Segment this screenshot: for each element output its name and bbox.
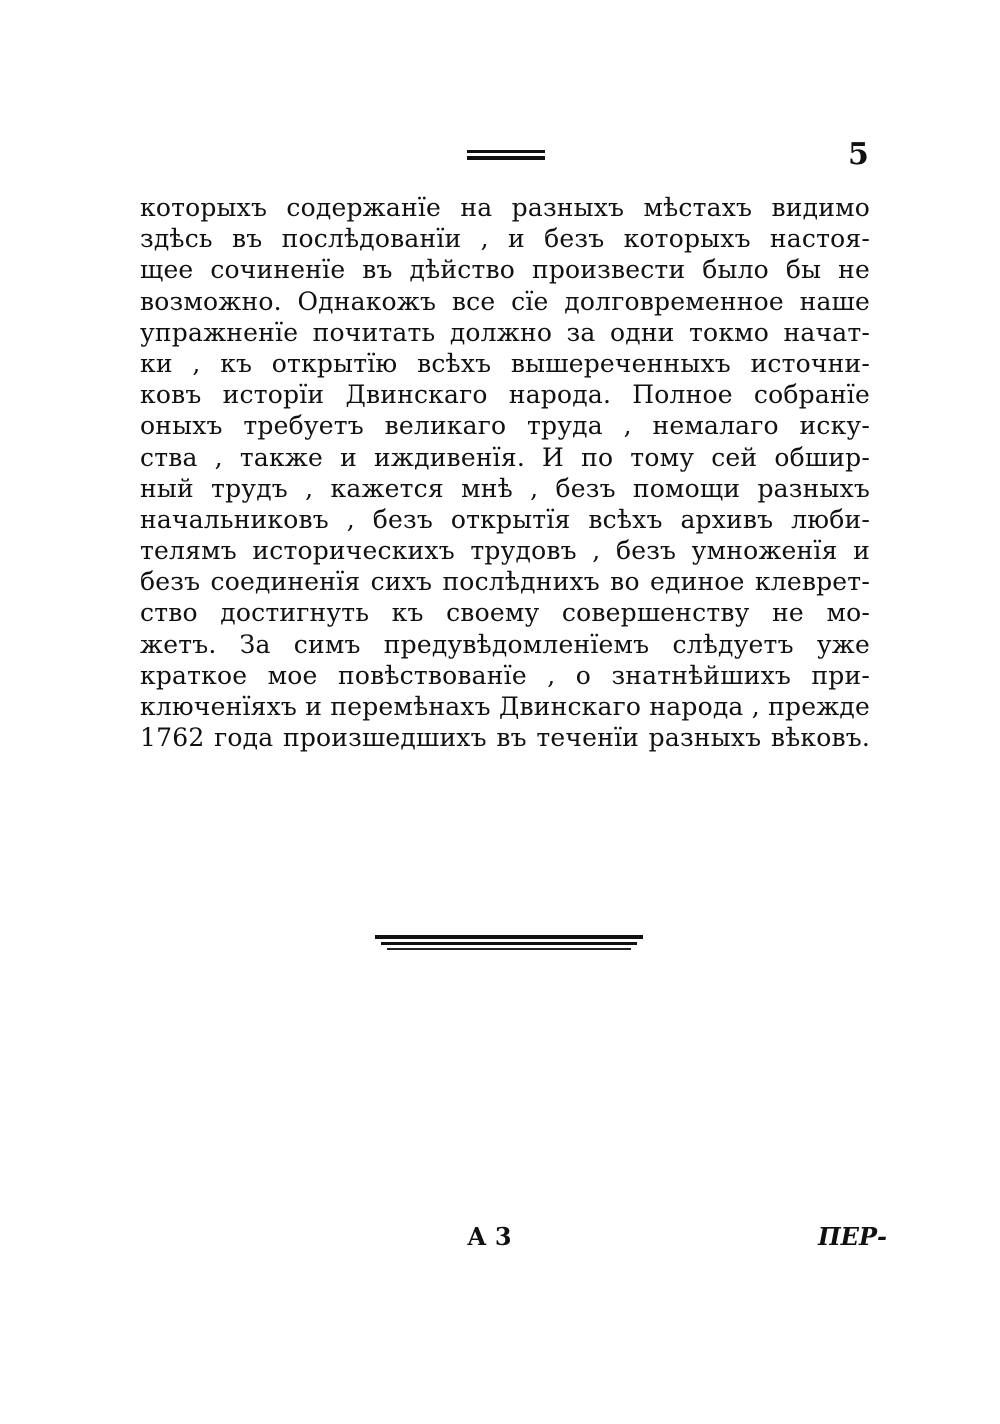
text-line: ключенїяхъ и перемѣнахъ Двинскаго народа , прежде (140, 692, 870, 721)
text-line: телямъ историческихъ трудовъ , безъ умноженїя и (140, 536, 870, 566)
text-line: здѣсь въ послѣдованїи , и безъ которыхъ настоя- (140, 224, 870, 254)
text-line: 1762 года произшедшихъ въ теченїи разныхъ вѣковъ. (140, 723, 870, 753)
end-rule-line (381, 942, 637, 945)
text-line: начальниковъ , безъ открытїя всѣхъ архивъ люби- (140, 504, 870, 534)
text-line: ный трудъ , кажется мнѣ , безъ помощи разныхъ (140, 473, 870, 503)
text-line: краткое мое повѣствованїе , о знатнѣйшихъ при- (140, 660, 870, 690)
text-line: безъ соединенїя сихъ послѣднихъ во единое клеврет- (140, 567, 870, 597)
text-line: ковъ исторїи Двинскаго народа. Полное собранїе (140, 380, 870, 410)
header-rule-bottom (467, 156, 545, 160)
text-line: возможно. Однакожъ все сїе долговременное наше (140, 286, 870, 316)
end-rule-line (387, 948, 631, 950)
text-line: ство достигнуть къ своему совершенству не мо- (140, 598, 870, 628)
text-line: ства , также и иждивенїя. И по тому сей обшир- (140, 442, 870, 472)
text-line: оныхъ требуетъ великаго труда , немалаго иску- (140, 411, 870, 441)
catchword: ПЕР- (818, 1222, 887, 1251)
text-line: упражненїе почитать должно за одни токмо начат- (140, 317, 870, 347)
text-line: щее сочиненїе въ дѣйство произвести было бы не (140, 255, 870, 285)
text-line: которыхъ содержанїе на разныхъ мѣстахъ видимо (140, 193, 870, 222)
text-line: ки , къ открытїю всѣхъ вышереченныхъ источни- (140, 348, 870, 378)
body-text (140, 192, 870, 753)
page-number: 5 (848, 137, 869, 172)
end-rule-line (375, 935, 643, 939)
text-line: жетъ. За симъ предувѣдомленїемъ слѣдуетъ уже (140, 629, 870, 659)
header-rule-top (467, 150, 545, 153)
end-ornament-rule (375, 935, 643, 951)
signature-mark: А 3 (467, 1222, 512, 1251)
